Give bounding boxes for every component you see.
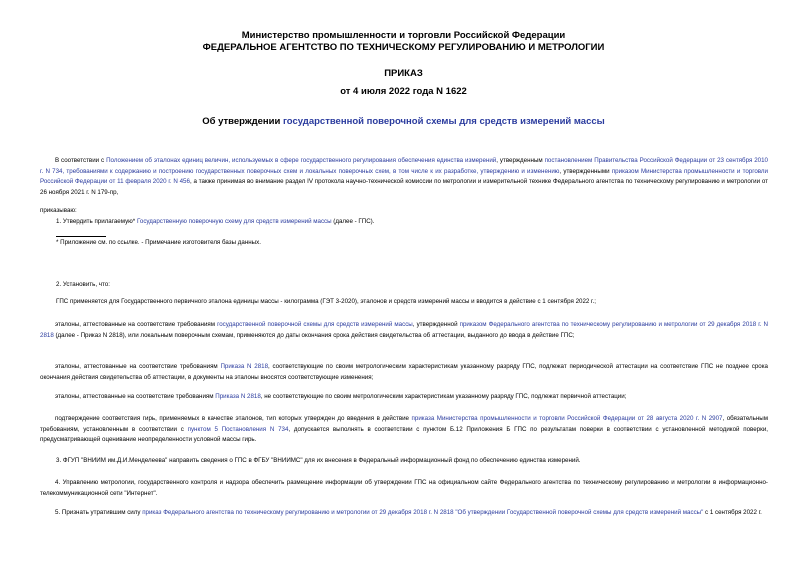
link-gps-old[interactable]: государственной поверочной схемы для средств измерений массы [217, 321, 413, 328]
item-1-text-1: 1. Утвердить прилагаемую* [56, 218, 137, 225]
para-etalony-1 [40, 320, 768, 341]
preamble-paragraph [40, 156, 768, 198]
link-prikaz-2818-c[interactable]: Приказа N 2818 [215, 393, 261, 400]
para-etalony-1-text-3: (далее - Приказ N 2818), или локальным поверочным схемам, применяются до даты окончания срока действия свидетельства об аттестации, выданного до ввода в действие ГПС; [53, 331, 575, 339]
preamble-text-4: , а также принимая во внимание раздел IV протокола научно-технической комиссии по метрологии и измерительной технике Федерального агентства по техническому регулированию и метрологии от 26 ноября 2021 г. N 179-пр, [40, 178, 768, 196]
item-3: 3. ФГУП "ВНИИМ им.Д.И.Менделеева" направить сведения о ГПС в ФГБУ "ВНИИМС" для их внесения в Федеральный информационный фонд по обеспечению единства измерений. [56, 457, 581, 464]
doc-type: ПРИКАЗ [384, 68, 423, 79]
para-girya-text-2: , обязательным требованиям, установленным в соответствии с [40, 415, 769, 433]
item-1 [56, 217, 784, 228]
item-2: 2. Установить, что: [56, 281, 110, 288]
item-4: 4. Управлению метрологии, государственного контроля и надзора обеспечить размещение информации об утверждении ГПС на официальном сайте Федерального агентства по техническому регулированию и метрологии в информационно-телекоммуникационной сети "Интернет". [40, 479, 768, 497]
link-prikaz-2907[interactable]: приказа Министерства промышленности и торговли Российской Федерации от 28 августа 2020 г. N 2907 [411, 415, 723, 422]
link-postanovlenie-734[interactable]: постановлением Правительства Российской Федерации от 23 сентября 2010 г. N 734, требованиями к содержанию и построению государственных поверочных схем и локальных поверочных схем, в том числе к их разработке, утверждению и изменению [40, 157, 768, 175]
para-etalony-3-text-1: эталоны, аттестованные на соответствие требованиям [55, 393, 216, 400]
link-gps-schema[interactable]: Государственную поверочную схему для средств измерений массы [136, 218, 332, 225]
item-1-text-2: (далее - ГПС). [331, 218, 375, 225]
item-5-text-2: с 1 сентября 2022 г. [703, 509, 762, 516]
para-etalony-2-text-2: , соответствующие по своим метрологическим характеристикам указанному разряду ГПС, подлежат периодической аттестации на соответствие ГПС не позднее срока окончания действия свидетельства об аттестации, в документы на эталоны вносятся соответствующие изменения; [40, 363, 768, 381]
preamble-text-2: , утвержденным [496, 157, 545, 164]
para-etalony-2 [40, 362, 768, 383]
link-polozhenie[interactable]: Положением об эталонах единиц величин, используемых в сфере государственного регулирования обеспечения единства измерений [106, 157, 497, 164]
doc-date-number: от 4 июля 2022 года N 1622 [340, 86, 467, 97]
para-etalony-1-text-2: , утвержденной [412, 321, 460, 328]
para-gps: ГПС применяется для Государственного первичного эталона единицы массы - килограмма (ГЭТ 3-2020), эталонов и средств измерений массы и вводится в действие с 1 сентября 2022 г.; [56, 298, 596, 305]
para-girya-text-3: , допускается выполнять в соответствии с пунктом Б.12 Приложения Б ГПС по результатам поверки в соответствии с установленной методикой поверки, предусматривающей оценивание неопределенности условной массы гирь. [40, 425, 768, 443]
footnote-divider [56, 236, 106, 237]
order-word: приказываю: [40, 207, 77, 214]
para-etalony-1-text-1: эталоны, аттестованные на соответствие требованиям [55, 321, 218, 328]
footnote: * Приложение см. по ссылке. - Примечание изготовителя базы данных. [56, 239, 261, 246]
item-5-text-1: 5. Признать утратившим силу [55, 509, 143, 516]
link-prikaz-456[interactable]: приказом Министерства промышленности и торговли Российской Федерации от 11 февраля 2020 г. N 456 [40, 167, 768, 185]
para-girya [40, 414, 768, 446]
preamble-text-1: В соответствии с [55, 157, 107, 164]
link-prikaz-2818[interactable]: приказом Федерального агентства по техническому регулированию и метрологии от 29 декабря 2018 г. N 2818 [40, 321, 769, 339]
link-prikaz-2818-b[interactable]: Приказа N 2818 [220, 363, 269, 370]
preamble-text-3: , утвержденными [559, 167, 612, 175]
link-punkt-5-734[interactable]: пунктом 5 Постановления N 734 [187, 425, 289, 433]
doc-title-prefix: Об утверждении [202, 116, 283, 127]
agency-name: ФЕДЕРАЛЬНОЕ АГЕНТСТВО ПО ТЕХНИЧЕСКОМУ РЕГУЛИРОВАНИЮ И МЕТРОЛОГИИ [202, 42, 605, 53]
para-girya-text-1: подтверждение соответствия гирь, применяемых в качестве эталонов, тип которых утвержден до введения в действие [55, 415, 412, 422]
para-etalony-3 [40, 392, 768, 403]
ministry-name: Министерство промышленности и торговли Российской Федерации [241, 30, 566, 41]
para-etalony-2-text-1: эталоны, аттестованные на соответствие требованиям [55, 363, 221, 370]
doc-title [0, 116, 807, 127]
para-etalony-3-text-2: , не соответствующие по своим метрологическим характеристикам указанному разряду ГПС, подлежат первичной аттестации; [260, 393, 627, 400]
item-5 [40, 508, 768, 519]
doc-title-link[interactable]: государственной поверочной схемы для средств измерений массы [282, 116, 605, 127]
link-prikaz-2818-repeal[interactable]: приказ Федерального агентства по техническому регулированию и метрологии от 29 декабря 2018 г. N 2818 "Об утверждении Государственной поверочной схемы для средств измерений массы" [142, 509, 704, 516]
